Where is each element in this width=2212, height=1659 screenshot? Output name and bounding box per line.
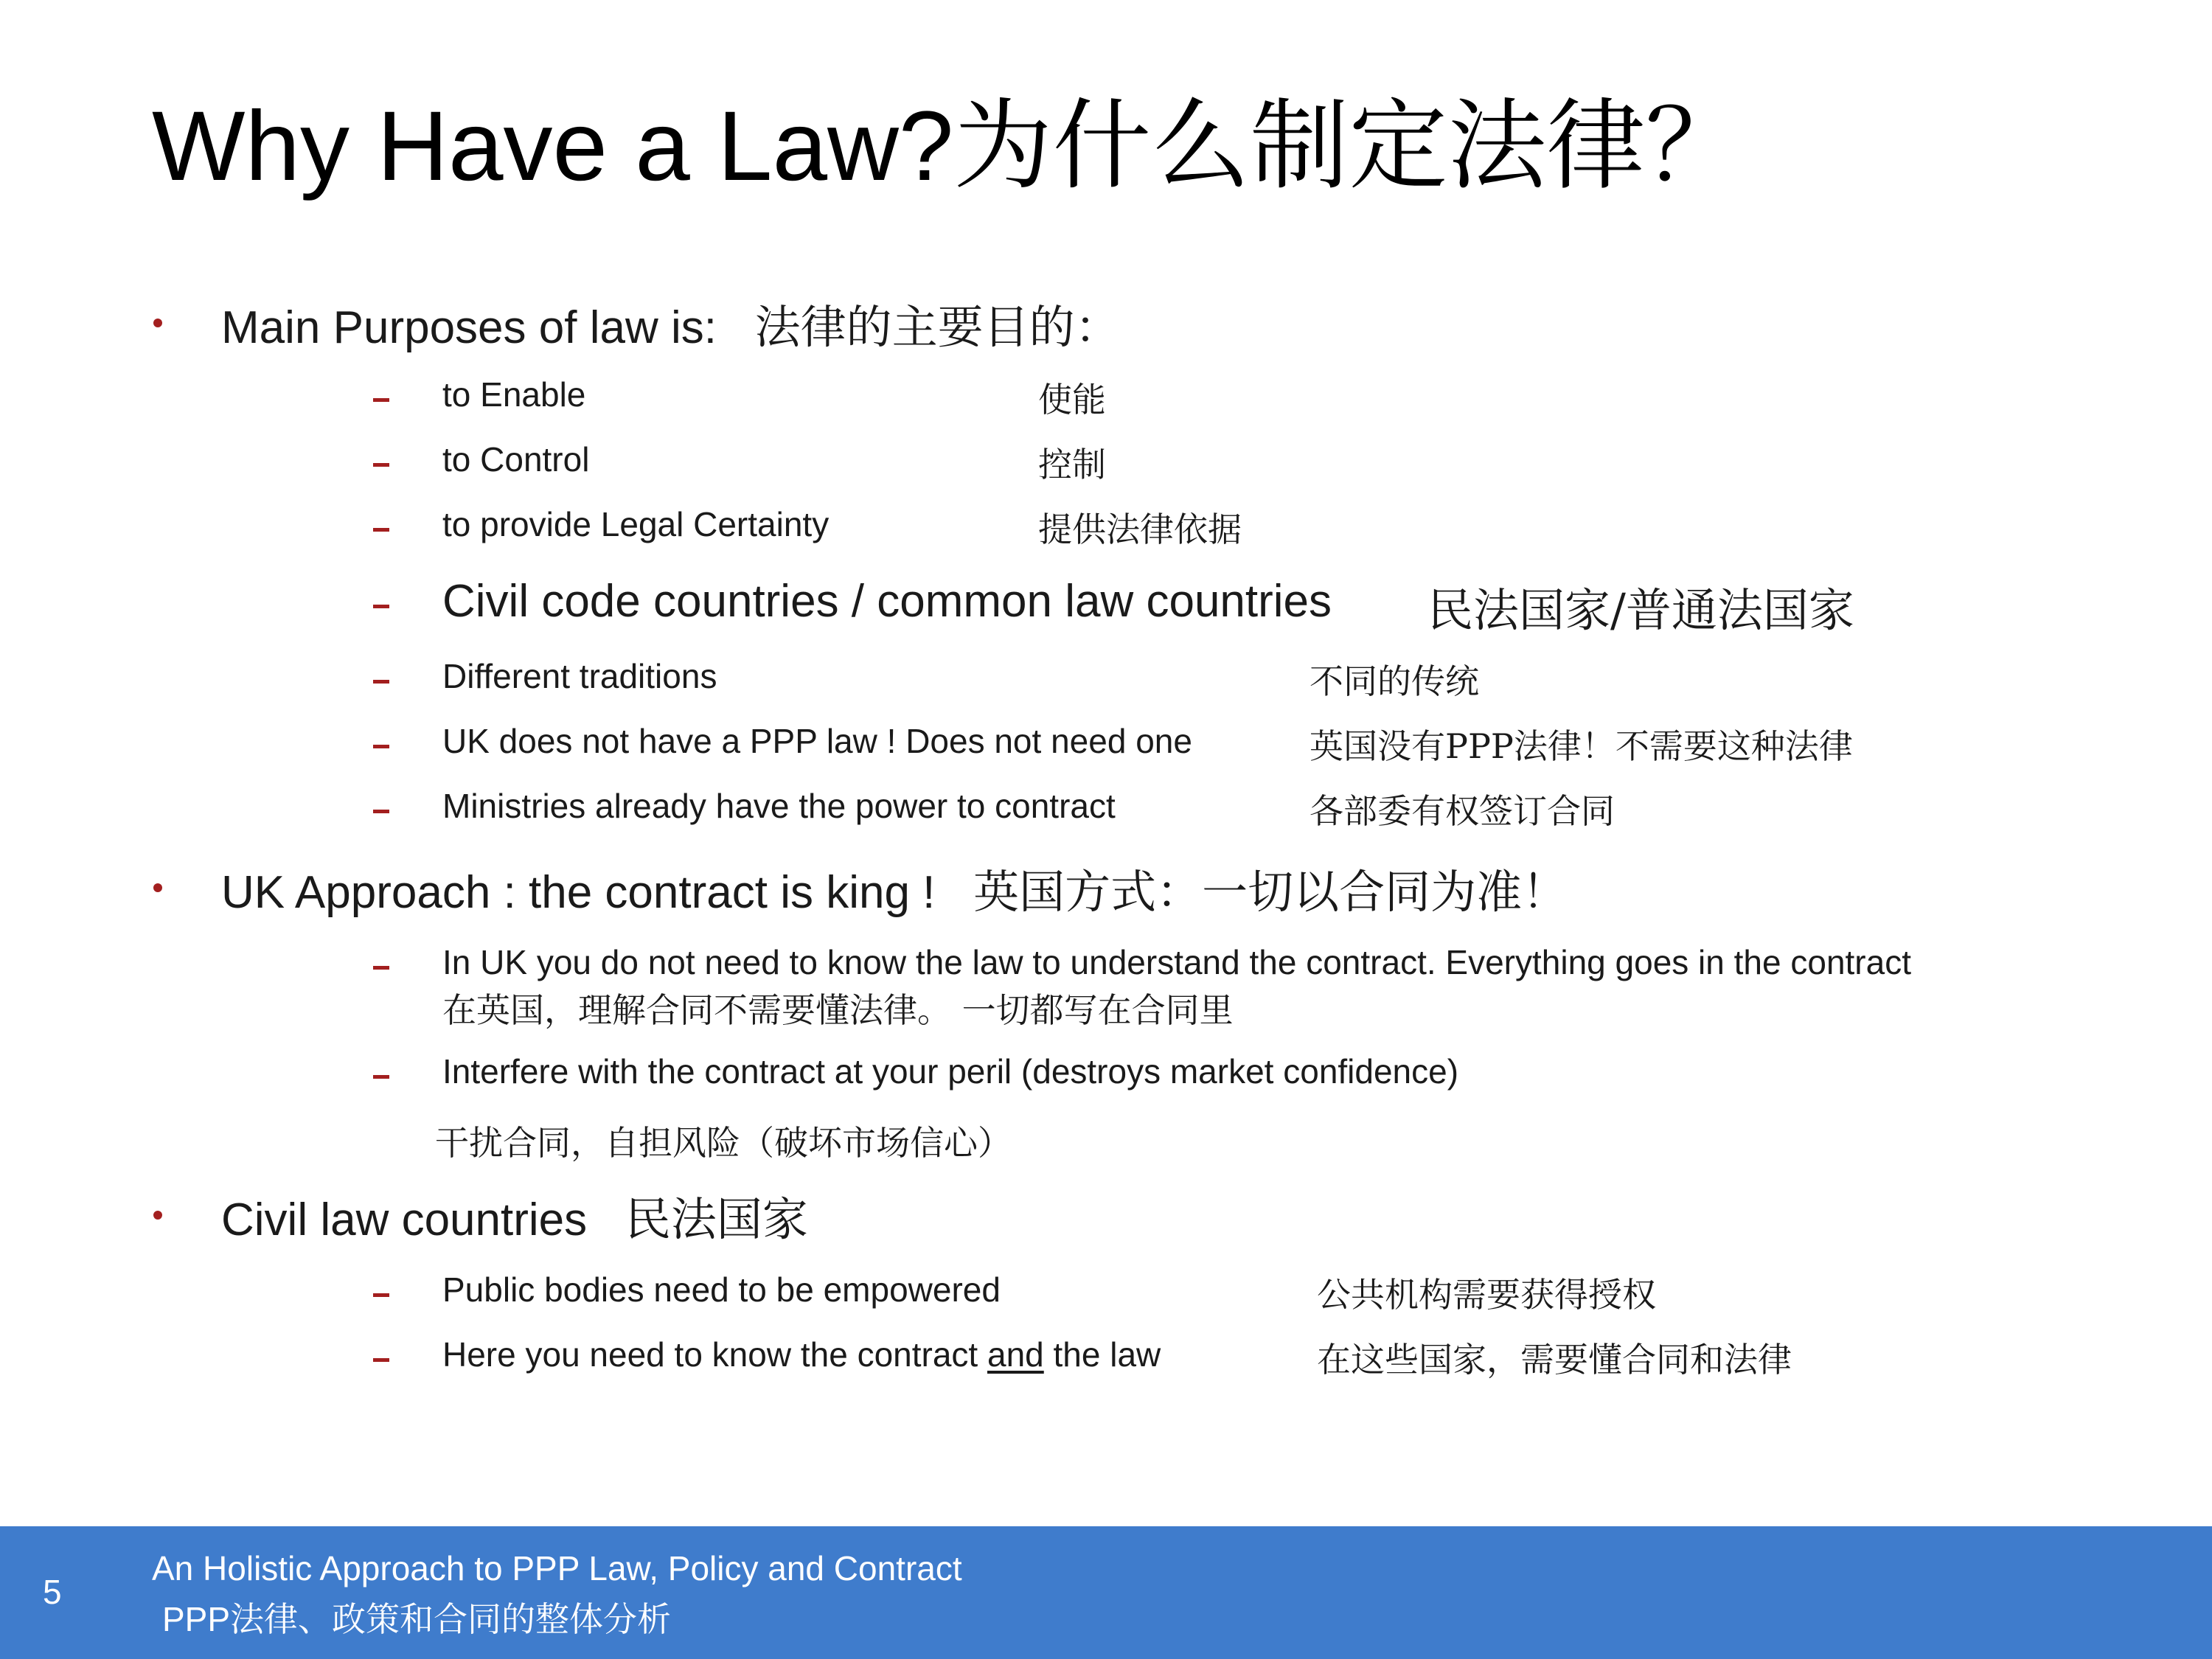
list-item-zh: 提供法律依据 bbox=[1038, 509, 1242, 549]
dash-icon bbox=[373, 1293, 389, 1297]
list-item-zh: 使能 bbox=[1038, 380, 1106, 420]
list-item-zh: 控制 bbox=[1038, 445, 1106, 484]
list-item-en: to provide Legal Certainty bbox=[442, 505, 830, 543]
list-item-en: Civil code countries / common law countries bbox=[442, 576, 1332, 627]
dash-icon bbox=[373, 398, 389, 402]
slide-title bbox=[152, 87, 1744, 206]
dash-icon bbox=[373, 745, 389, 748]
list-item-zh: 民法国家/普通法国家 bbox=[1427, 583, 1854, 637]
page-number: 5 bbox=[43, 1573, 62, 1611]
bullet-dot-icon bbox=[153, 883, 162, 892]
list-item-en: Different traditions bbox=[442, 657, 717, 695]
list-item-en: Ministries already have the power to contract bbox=[442, 787, 1116, 825]
list-item-zh: 在英国，理解合同不需要懂法律。 一切都写在合同里 bbox=[442, 990, 1234, 1030]
dash-icon bbox=[373, 680, 389, 684]
list-item-en: UK does not have a PPP law ! Does not need one bbox=[442, 722, 1192, 760]
list-item-zh: 公共机构需要获得授权 bbox=[1317, 1275, 1656, 1315]
list-item-zh: 不同的传统 bbox=[1310, 661, 1479, 701]
dash-icon bbox=[373, 528, 389, 532]
slide-title-zh: 为什么制定法律？ bbox=[953, 88, 1745, 204]
footer-title-en: An Holistic Approach to PPP Law, Policy and Contract bbox=[152, 1549, 962, 1587]
list-item-en: Public bodies need to be empowered bbox=[442, 1270, 1001, 1309]
slide-title-en: Why Have a Law? bbox=[152, 91, 954, 201]
list-item-en: Here you need to know the contract and the law bbox=[442, 1335, 1161, 1374]
section-heading: Main Purposes of law is: 法律的主要目的： bbox=[221, 300, 1121, 354]
list-item-en: In UK you do not need to know the law to understand the contract. Everything goes in the contract bbox=[442, 943, 1911, 981]
list-item-zh: 英国没有PPP法律！不需要这种法律 bbox=[1310, 726, 1853, 766]
dash-icon bbox=[373, 463, 389, 467]
list-item-en: to Enable bbox=[442, 375, 586, 414]
list-item-zh: 各部委有权签订合同 bbox=[1310, 791, 1615, 831]
dash-icon bbox=[373, 1075, 389, 1079]
bullet-dot-icon bbox=[153, 1211, 162, 1220]
dash-icon bbox=[373, 966, 389, 970]
dash-icon bbox=[373, 605, 389, 608]
section-heading: UK Approach : the contract is king ! 英国方式：一切以合同为准！ bbox=[221, 865, 1568, 919]
list-item-zh: 干扰合同，自担风险（破坏市场信心） bbox=[435, 1123, 1012, 1163]
footer-title-zh: PPP法律、政策和合同的整体分析 bbox=[162, 1600, 672, 1638]
dash-icon bbox=[373, 810, 389, 813]
list-item-zh: 在这些国家，需要懂合同和法律 bbox=[1317, 1340, 1792, 1380]
dash-icon bbox=[373, 1358, 389, 1362]
list-item-en: to Control bbox=[442, 440, 590, 479]
section-heading: Civil law countries 民法国家 bbox=[221, 1192, 808, 1246]
list-item-en: Interfere with the contract at your peril (destroys market confidence) bbox=[442, 1052, 1459, 1091]
bullet-dot-icon bbox=[153, 319, 162, 327]
